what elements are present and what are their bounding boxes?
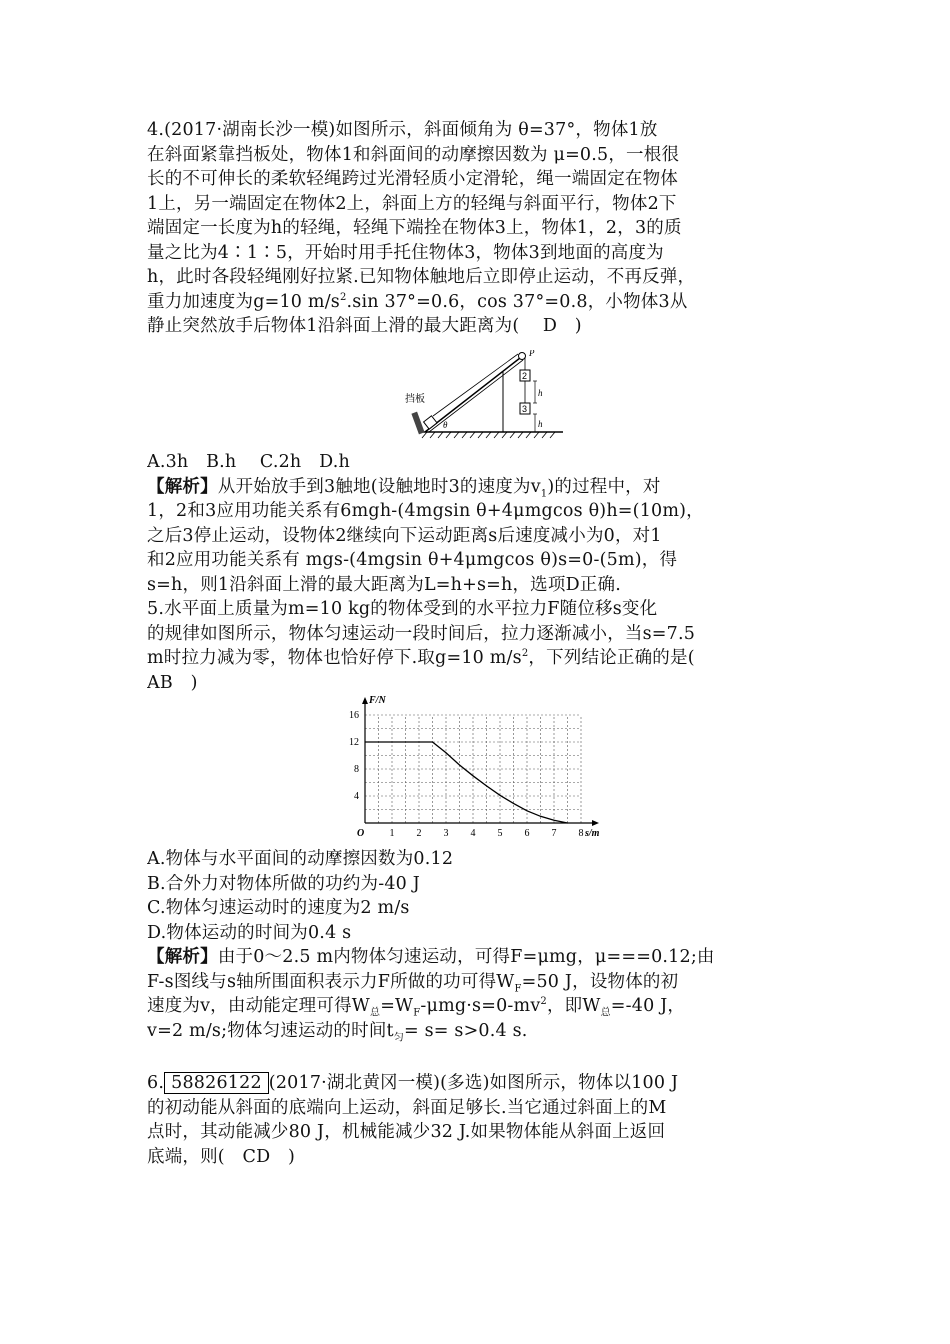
h-label-lower: h [538, 419, 543, 429]
x-tick-label: 6 [524, 828, 530, 839]
incline-pulley-figure [405, 350, 575, 442]
origin-label: O [357, 828, 365, 839]
superscript: 2 [540, 996, 547, 1008]
q4-line: 长的不可伸长的柔软轻绳跨过光滑轻质小定滑轮，绳一端固定在物体 [147, 169, 678, 189]
q5-answers [147, 847, 827, 1043]
q4-analysis-line: s=h，则1沿斜面上滑的最大距离为L=h+s=h，选项D正确. [147, 574, 621, 595]
analysis-text: 速度为v，由动能定理可得W [147, 996, 370, 1016]
q6-line: 点时，其动能减少80 J，机械能减少32 J.如果物体能从斜面上返回 [147, 1122, 666, 1142]
q5-analysis-line [147, 945, 827, 970]
subscript: 1 [540, 488, 548, 499]
q5-analysis-line [147, 994, 827, 1019]
force-displacement-chart [335, 693, 620, 845]
q4-options: A.3h B.h C.2h D.h [147, 452, 350, 472]
q4-line: 4.(2017·湖南长沙一模)如图所示，斜面倾角为 θ=37°，物体1放 [147, 120, 658, 140]
q5-option-a: A.物体与水平面间的动摩擦因数为0.12 [147, 849, 454, 869]
q5-line: AB ) [147, 672, 198, 693]
analysis-text: 由于0～2.5 m内物体匀速运动，可得F=μmg，μ===0.12;由 [217, 947, 715, 967]
x-tick-label: 2 [416, 828, 422, 839]
analysis-text: 从开始放手到3触地(设触地时3的速度为v [217, 476, 541, 497]
analysis-tag: 【解析】 [147, 476, 218, 497]
y-axis-arrow [362, 697, 368, 704]
q4-text: 重力加速度为g=10 m/s [147, 291, 340, 312]
analysis-tag: 【解析】 [147, 947, 218, 967]
x-tick-label: 4 [470, 828, 476, 839]
h-label-upper: h [538, 388, 543, 398]
question-6 [147, 1071, 827, 1169]
q4-line: h，此时各段轻绳刚好拉紧.已知物体触地后立即停止运动，不再反弹， [147, 267, 696, 287]
q6-line [147, 1071, 827, 1096]
incline-surface [425, 358, 520, 432]
superscript: 2 [521, 648, 529, 660]
x-axis-arrow [592, 820, 599, 826]
question-5 [147, 597, 827, 695]
pulley-label: P [529, 350, 535, 358]
baffle [411, 412, 424, 435]
y-axis-label: F/N [369, 695, 386, 706]
chart-axes [362, 697, 599, 826]
x-tick-label: 1 [389, 828, 395, 839]
q5-text: ，下列结论正确的是( [528, 648, 695, 668]
analysis-text: =50 J，设物体的初 [521, 971, 679, 992]
y-tick-label: 4 [354, 791, 359, 802]
q4-line: 端固定一长度为h的轻绳，轻绳下端拴在物体3上，物体1，2，3的质 [147, 218, 682, 238]
chart-tick-labels [349, 695, 600, 839]
analysis-text: ，即W [546, 996, 601, 1016]
chart-grid [365, 715, 581, 823]
q4-line: 1上，另一端固定在物体2上，斜面上方的轻绳与斜面平行，物体2下 [147, 193, 677, 214]
analysis-text: = s= s>0.4 s. [403, 1020, 528, 1041]
rope-incline [433, 354, 518, 416]
ground-hatch [422, 432, 555, 438]
q5-option-d: D.物体运动的时间为0.4 s [147, 922, 352, 943]
superscript: 2 [339, 291, 347, 303]
question-4 [147, 118, 827, 339]
y-tick-label: 8 [354, 764, 359, 775]
q4-text: .sin 37°=0.6，cos 37°=0.8，小物体3从 [346, 291, 688, 312]
q5-line [147, 646, 827, 671]
y-tick-label: 16 [349, 710, 359, 721]
q4-analysis-line: 之后3停止运动，设物体2继续向下运动距离s后速度减小为0，对1 [147, 525, 662, 546]
q4-answers [147, 450, 827, 597]
subscript: F [413, 1007, 421, 1019]
x-tick-label: 3 [443, 828, 449, 839]
q4-analysis-line: 和2应用功能关系有 mgs-(4mgsin θ+4μmgcos θ)s=0-(5m)，得 [147, 550, 678, 570]
q5-line: 的规律如图所示，物体匀速运动一段时间后，拉力逐渐减小，当s=7.5 [147, 623, 696, 644]
q5-option-b: B.合外力对物体所做的功约为-40 J [147, 873, 420, 894]
analysis-text: =W [380, 996, 414, 1016]
q5-analysis-line [147, 970, 827, 995]
subscript: 总 [369, 1007, 381, 1019]
x-axis-label: s/m [585, 828, 600, 839]
q6-line: 的初动能从斜面的底端向上运动，斜面足够长.当它通过斜面上的M [147, 1097, 667, 1118]
q5-line: 5.水平面上质量为m=10 kg的物体受到的水平拉力F随位移s变化 [147, 599, 658, 619]
q6-line: 底端，则( CD ) [147, 1146, 296, 1167]
analysis-text: F-s图线与s轴所围面积表示力F所做的功可得W [147, 971, 515, 992]
analysis-text: )的过程中，对 [547, 476, 661, 497]
q5-analysis-line [147, 1019, 827, 1044]
q4-line [147, 290, 827, 315]
baffle-label: 挡板 [405, 394, 425, 405]
q6-text: (2017·湖北黄冈一模)(多选)如图所示，物体以100 J [268, 1073, 679, 1093]
subscript: 总 [600, 1007, 611, 1019]
x-tick-label: 8 [578, 828, 584, 839]
q4-line: 在斜面紧靠挡板处，物体1和斜面间的动摩擦因数为 μ=0.5，一根很 [147, 144, 680, 165]
question-number: 6. [147, 1073, 165, 1093]
analysis-text: =-40 J， [610, 996, 686, 1016]
q4-line: 静止突然放手后物体1沿斜面上滑的最大距离为( D ) [147, 316, 582, 336]
x-tick-label: 7 [551, 828, 557, 839]
y-tick-label: 12 [349, 737, 359, 748]
q4-analysis-line: 1，2和3应用功能关系有6mgh-(4mgsin θ+4μmgcos θ)h=(10m)， [147, 501, 704, 521]
question-id-box: 58826122 [164, 1072, 269, 1094]
subscript: F [514, 983, 522, 994]
x-tick-label: 5 [497, 828, 503, 839]
q4-analysis-line [147, 475, 827, 500]
analysis-text: -μmg·s=0-mv [420, 996, 541, 1016]
q5-option-c: C.物体匀速运动时的速度为2 m/s [147, 898, 410, 918]
q5-text: m时拉力减为零，物体也恰好停下.取g=10 m/s [147, 648, 522, 668]
angle-label: θ [443, 420, 448, 430]
block-3-label: 3 [522, 404, 528, 414]
analysis-text: v=2 m/s;物体匀速运动的时间t [147, 1020, 394, 1041]
pulley [519, 353, 526, 360]
block-2-label: 2 [522, 371, 528, 381]
subscript: 匀 [393, 1032, 404, 1043]
q4-line: 量之比为4∶1∶5，开始时用手托住物体3，物体3到地面的高度为 [147, 242, 664, 263]
